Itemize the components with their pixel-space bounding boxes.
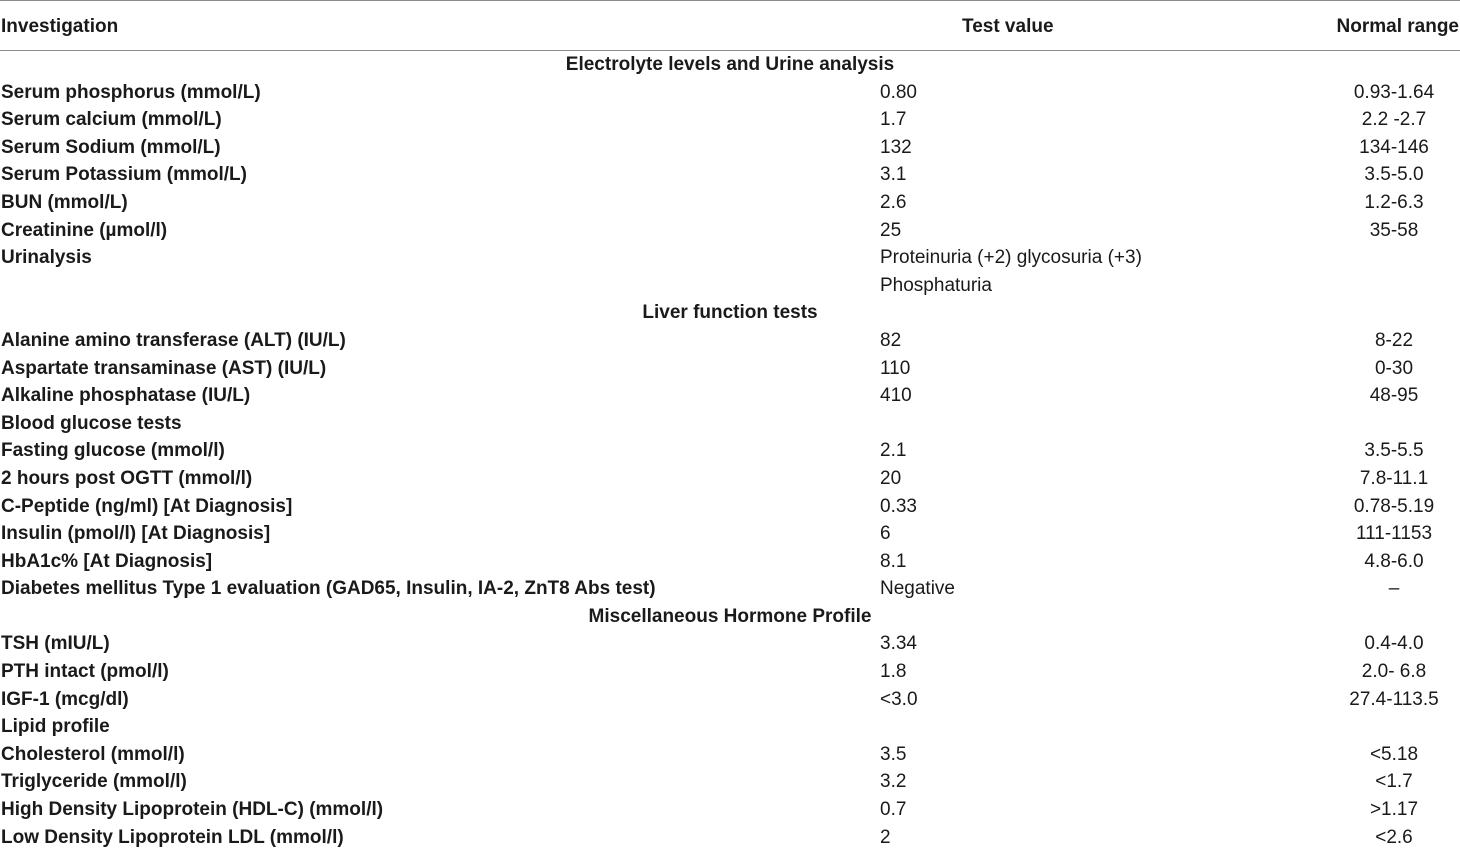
table-row xyxy=(0,686,1460,714)
test-value-cell: Negative xyxy=(880,578,955,600)
table-body xyxy=(0,51,1460,851)
test-value-cell: 0.33 xyxy=(880,495,917,517)
investigation-cell: TSH (mIU/L) xyxy=(1,633,110,655)
normal-range-cell: 134-146 xyxy=(1359,136,1429,158)
table-row xyxy=(0,410,1460,438)
table-row xyxy=(0,134,1460,162)
table-row xyxy=(0,520,1460,548)
test-value-cell: 6 xyxy=(880,523,891,545)
table-row xyxy=(0,658,1460,686)
investigation-cell: Urinalysis xyxy=(1,247,92,269)
test-value-cell: 82 xyxy=(880,329,902,351)
test-value-cell: 110 xyxy=(880,357,911,379)
normal-range-cell: 35-58 xyxy=(1369,219,1419,241)
table-row xyxy=(0,244,1460,272)
table-row xyxy=(0,465,1460,493)
investigation-cell: Low Density Lipoprotein LDL (mmol/l) xyxy=(1,826,344,848)
normal-range-cell: 111-1153 xyxy=(1355,523,1433,545)
normal-range-cell: 0-30 xyxy=(1374,357,1414,379)
investigation-cell: Serum phosphorus (mmol/L) xyxy=(1,81,261,103)
investigation-cell: Creatinine (µmol/l) xyxy=(1,219,168,241)
investigation-cell: Serum Sodium (mmol/L) xyxy=(1,136,221,158)
table-row xyxy=(0,630,1460,658)
table-row xyxy=(0,217,1460,245)
section-heading: Liver function tests xyxy=(642,302,818,324)
investigation-cell: Serum calcium (mmol/L) xyxy=(1,109,222,131)
normal-range-cell: 2.2 -2.7 xyxy=(1361,109,1427,131)
normal-range-cell: 0.4-4.0 xyxy=(1364,633,1424,655)
test-value-cell: 20 xyxy=(880,467,902,489)
normal-range-cell: 3.5-5.0 xyxy=(1364,164,1424,186)
table-row xyxy=(0,575,1460,603)
table-row xyxy=(0,272,1460,300)
investigation-cell: BUN (mmol/L) xyxy=(1,191,128,213)
investigation-cell: 2 hours post OGTT (mmol/l) xyxy=(1,467,253,489)
table-row xyxy=(0,106,1460,134)
investigation-cell: Lipid profile xyxy=(1,716,110,738)
investigation-cell: Fasting glucose (mmol/l) xyxy=(1,440,225,462)
normal-range-cell: 27.4-113.5 xyxy=(1349,688,1439,710)
investigation-cell: Blood glucose tests xyxy=(1,412,182,434)
normal-range-cell: 4.8-6.0 xyxy=(1364,550,1424,572)
normal-range-cell: 8-22 xyxy=(1374,329,1414,351)
normal-range-cell: 0.78-5.19 xyxy=(1353,495,1435,517)
normal-range-cell: <1.7 xyxy=(1375,771,1413,793)
test-value-cell: 3.1 xyxy=(880,164,907,186)
investigation-cell: Serum Potassium (mmol/L) xyxy=(1,164,247,186)
table-row xyxy=(0,824,1460,852)
test-value-cell: Proteinuria (+2) glycosuria (+3) xyxy=(880,247,1142,269)
investigation-cell: Insulin (pmol/l) [At Diagnosis] xyxy=(1,523,271,545)
test-value-cell: 25 xyxy=(880,219,902,241)
table-row xyxy=(0,741,1460,769)
test-value-cell: 132 xyxy=(880,136,912,158)
table-header xyxy=(0,0,1460,51)
normal-range-cell: 3.5-5.5 xyxy=(1364,440,1424,462)
test-value-cell: <3.0 xyxy=(880,688,918,710)
investigation-cell: HbA1c% [At Diagnosis] xyxy=(1,550,213,572)
investigation-cell: Triglyceride (mmol/l) xyxy=(1,771,187,793)
test-value-cell: 3.2 xyxy=(880,771,907,793)
table-row xyxy=(0,437,1460,465)
investigation-cell: C-Peptide (ng/ml) [At Diagnosis] xyxy=(1,495,293,517)
investigation-cell: Alkaline phosphatase (IU/L) xyxy=(1,385,251,407)
normal-range-cell: 7.8-11.1 xyxy=(1359,467,1429,489)
table-row xyxy=(0,327,1460,355)
investigation-cell: PTH intact (pmol/l) xyxy=(1,661,169,683)
investigation-cell: Alanine amino transferase (ALT) (IU/L) xyxy=(1,329,346,351)
table-row xyxy=(0,796,1460,824)
normal-range-cell: 48-95 xyxy=(1369,385,1419,407)
normal-range-cell: <2.6 xyxy=(1375,826,1413,848)
column-header-normal-range: Normal range xyxy=(1336,16,1459,37)
investigation-cell: Diabetes mellitus Type 1 evaluation (GAD65, Insulin, IA-2, ZnT8 Abs test) xyxy=(1,578,656,600)
table-row xyxy=(0,161,1460,189)
test-value-cell: 1.8 xyxy=(880,661,907,683)
table-row xyxy=(0,79,1460,107)
section-heading: Electrolyte levels and Urine analysis xyxy=(565,54,895,75)
test-value-cell: 3.5 xyxy=(880,743,907,765)
test-value-cell: 8.1 xyxy=(880,550,907,572)
column-header-test-value: Test value xyxy=(962,16,1054,37)
test-value-cell: 2.6 xyxy=(880,191,907,213)
table-row xyxy=(0,382,1460,410)
test-value-cell: 2.1 xyxy=(880,440,907,462)
investigation-cell: IGF-1 (mcg/dl) xyxy=(1,688,129,710)
normal-range-cell: >1.17 xyxy=(1369,799,1419,821)
normal-range-cell: <5.18 xyxy=(1369,743,1419,765)
investigation-cell: Aspartate transaminase (AST) (IU/L) xyxy=(1,357,327,379)
normal-range-cell: – xyxy=(1388,578,1400,600)
normal-range-cell: 2.0- 6.8 xyxy=(1361,661,1427,683)
table-row xyxy=(0,768,1460,796)
investigation-cell: High Density Lipoprotein (HDL-C) (mmol/l) xyxy=(1,799,384,821)
section-heading-row xyxy=(0,51,1460,79)
normal-range-cell: 1.2-6.3 xyxy=(1364,191,1424,213)
section-heading-row xyxy=(0,299,1460,327)
section-heading: Miscellaneous Hormone Profile xyxy=(588,605,872,627)
test-value-cell: 3.34 xyxy=(880,633,917,655)
test-value-cell: 410 xyxy=(880,385,912,407)
table-row xyxy=(0,713,1460,741)
table-row xyxy=(0,355,1460,383)
column-header-investigation: Investigation xyxy=(1,16,119,37)
normal-range-cell: 0.93-1.64 xyxy=(1353,81,1435,103)
table-row xyxy=(0,548,1460,576)
test-value-cell: 2 xyxy=(880,826,891,848)
test-value-cell: 0.7 xyxy=(880,799,907,821)
investigation-cell: Cholesterol (mmol/l) xyxy=(1,743,185,765)
table-row xyxy=(0,493,1460,521)
table-row xyxy=(0,189,1460,217)
section-heading-row xyxy=(0,603,1460,631)
test-value-cell: Phosphaturia xyxy=(880,274,992,296)
test-value-cell: 1.7 xyxy=(880,109,907,131)
test-value-cell: 0.80 xyxy=(880,81,917,103)
